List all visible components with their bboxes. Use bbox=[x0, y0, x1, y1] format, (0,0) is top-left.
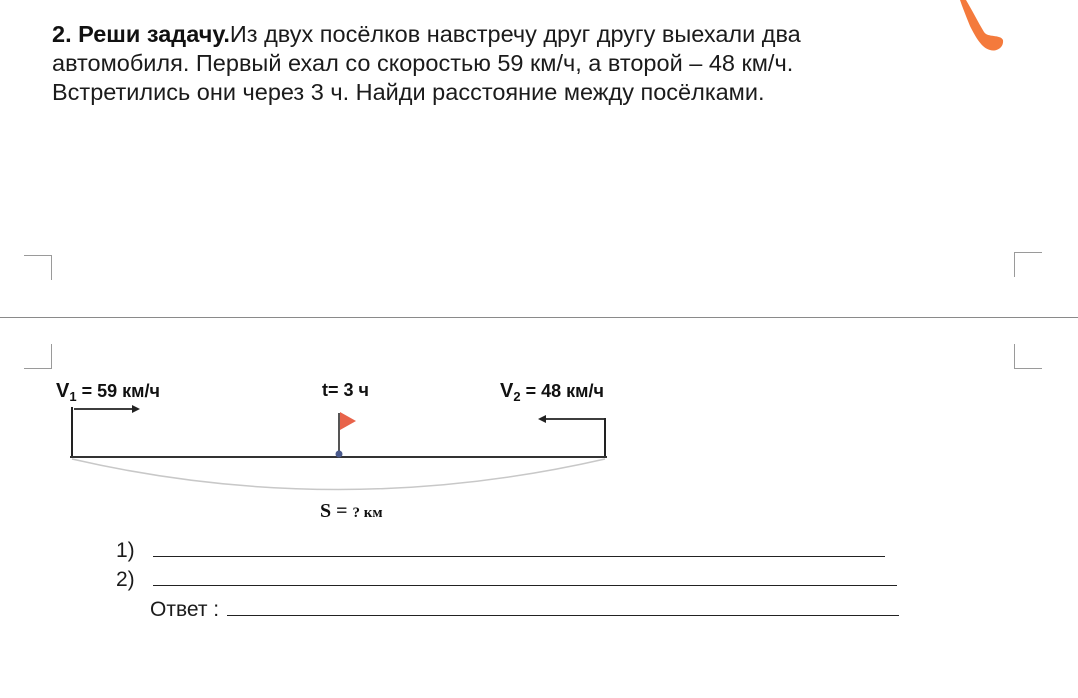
answer-row bbox=[150, 597, 899, 622]
problem-text-1: Из двух посёлков навстречу друг другу выехали два bbox=[229, 21, 801, 47]
problem-line-2: автомобиля. Первый ехал со скоростью 59 км/ч, а второй – 48 км/ч. bbox=[52, 50, 794, 76]
problem-heading: Реши задачу. bbox=[78, 21, 230, 47]
flag-icon bbox=[340, 412, 356, 430]
v1-label bbox=[56, 380, 160, 404]
distance-unknown: ? км bbox=[352, 505, 383, 521]
solution-row-1-label: 1) bbox=[116, 539, 135, 562]
solution-row-2 bbox=[116, 567, 897, 592]
v2-subscript: 2 bbox=[513, 389, 521, 404]
solution-row-2-blank[interactable] bbox=[153, 567, 897, 586]
v1-value: = 59 км/ч bbox=[76, 381, 160, 401]
solution-row-1-blank[interactable] bbox=[153, 538, 885, 557]
v2-symbol: V bbox=[500, 380, 514, 402]
distance-symbol: S = bbox=[320, 500, 353, 522]
v1-subscript: 1 bbox=[69, 389, 77, 404]
arrow-right-head bbox=[132, 405, 140, 413]
distance-arc bbox=[72, 459, 605, 490]
solution-row-1 bbox=[116, 538, 885, 563]
v2-label bbox=[500, 380, 604, 404]
answer-blank[interactable] bbox=[227, 597, 899, 616]
distance-label bbox=[320, 500, 383, 523]
v2-value: = 48 км/ч bbox=[520, 381, 604, 401]
problem-number: 2. bbox=[52, 21, 72, 47]
arrow-left-head bbox=[538, 415, 546, 423]
solution-row-2-label: 2) bbox=[116, 568, 135, 591]
meeting-point-dot bbox=[336, 451, 343, 458]
v1-symbol: V bbox=[56, 380, 70, 402]
time-label: t= 3 ч bbox=[322, 380, 369, 400]
answer-label: Ответ : bbox=[150, 598, 220, 621]
problem-line-3: Встретились они через 3 ч. Найди расстояние между посёлками. bbox=[52, 79, 765, 105]
